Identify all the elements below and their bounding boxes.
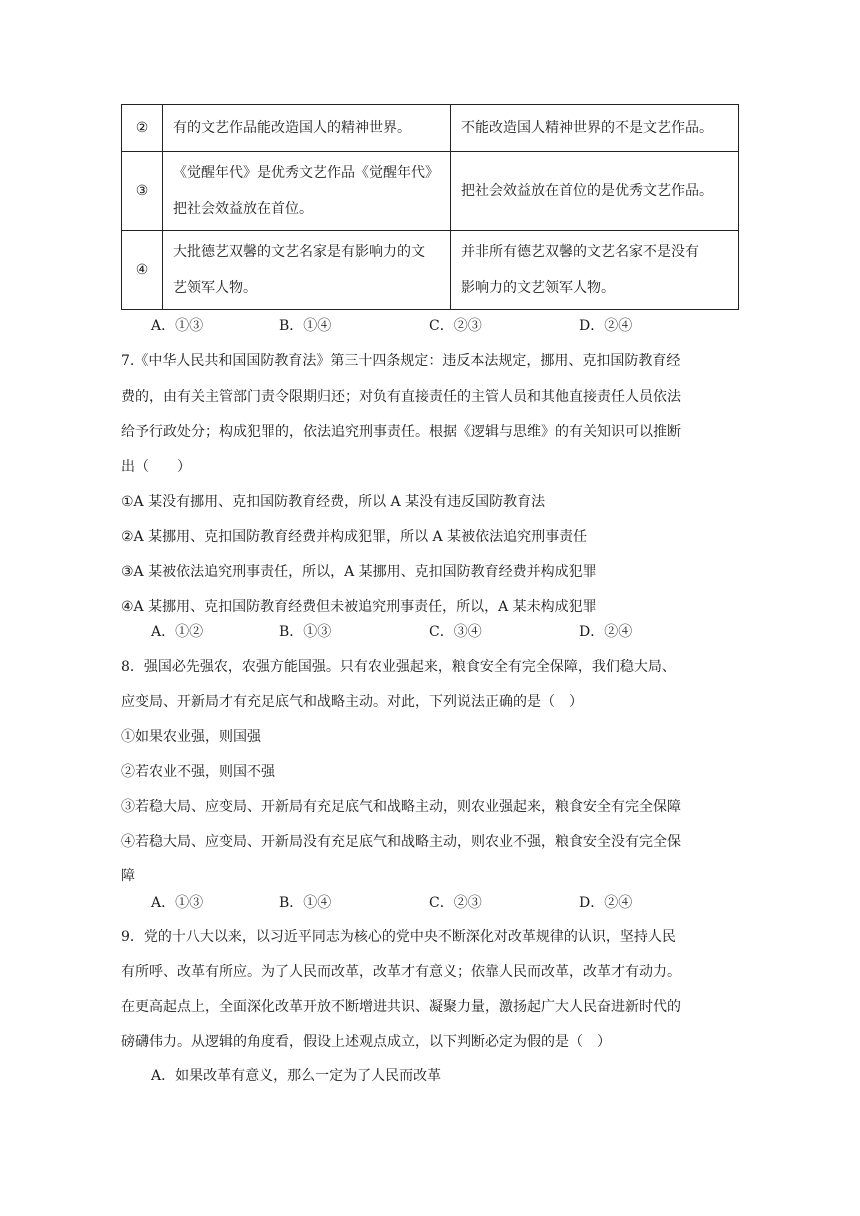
q9-stem-line: 在更高起点上，全面深化改革开放不断增进共识、凝聚力量，激扬起广大人民奋进新时代的: [121, 999, 681, 1015]
q7-stem-line: 出（ ）: [121, 459, 191, 475]
table-row: [122, 231, 739, 310]
q8-options: [151, 893, 711, 913]
q8-stem-line: 8．强国必先强农，农强方能国强。只有农业强起来，粮食安全有完全保障，我们稳大局、: [121, 659, 676, 675]
q7-statement: ②A 某挪用、克扣国防教育经费并构成犯罪，所以 A 某被依法追究刑事责任: [121, 529, 588, 545]
option-a[interactable]: A．如果改革有意义，那么一定为了人民而改革: [151, 1068, 442, 1084]
option-d[interactable]: D．②④: [579, 318, 633, 334]
option-b[interactable]: B．①④: [279, 318, 332, 334]
option-b[interactable]: B．①④: [279, 895, 332, 911]
table-row: [122, 152, 739, 231]
q7-options: [151, 622, 711, 642]
table-cell: 有的文艺作品能改造国人的精神世界。: [163, 105, 451, 152]
option-c[interactable]: C．②③: [429, 895, 482, 911]
q8-statement: ①如果农业强，则国强: [121, 729, 261, 745]
q8-statement: ③若稳大局、应变局、开新局有充足底气和战略主动，则农业强起来，粮食安全有完全保障: [121, 799, 681, 815]
table-cell: 大批德艺双馨的文艺名家是有影响力的文 艺领军人物。: [163, 231, 451, 310]
q8-statement-continued: 障: [121, 868, 135, 884]
option-d[interactable]: D．②④: [579, 895, 633, 911]
q9-stem-line: 磅礴伟力。从逻辑的角度看，假设上述观点成立，以下判断必定为假的是（ ）: [121, 1034, 611, 1050]
row-number: ③: [122, 152, 163, 231]
q7-statement: ③A 某被依法追究刑事责任，所以，A 某挪用、克扣国防教育经费并构成犯罪: [121, 564, 597, 580]
q9-stem-line: 9．党的十八大以来，以习近平同志为核心的党中央不断深化对改革规律的认识，坚持人民: [121, 929, 676, 945]
option-c[interactable]: C．②③: [429, 318, 482, 334]
table-cell: 把社会效益放在首位的是优秀文艺作品。: [451, 152, 739, 231]
q8-statement: ②若农业不强，则国不强: [121, 764, 275, 780]
table-cell: 《觉醒年代》是优秀文艺作品《觉醒年代》 把社会效益放在首位。: [163, 152, 451, 231]
q7-stem-line: 给予行政处分；构成犯罪的，依法追究刑事责任。根据《逻辑与思维》的有关知识可以推断: [121, 424, 681, 440]
q8-stem-line: 应变局、开新局才有充足底气和战略主动。对此，下列说法正确的是（ ）: [121, 694, 583, 710]
q7-statement: ①A 某没有挪用、克扣国防教育经费，所以 A 某没有违反国防教育法: [121, 494, 546, 510]
row-number: ④: [122, 231, 163, 310]
q7-statement: ④A 某挪用、克扣国防教育经费但未被追究刑事责任，所以，A 某未构成犯罪: [121, 599, 597, 615]
q7-stem-line: 费的，由有关主管部门责令限期归还；对负有直接责任的主管人员和其他直接责任人员依法: [121, 389, 681, 405]
q7-stem-line: 7.《中华人民共和国国防教育法》第三十四条规定：违反本法规定，挪用、克扣国防教育经: [121, 353, 681, 369]
q9-stem-line: 有所呼、改革有所应。为了人民而改革，改革才有意义；依靠人民而改革，改革才有动力。: [121, 964, 681, 980]
table-cell: 不能改造国人精神世界的不是文艺作品。: [451, 105, 739, 152]
option-a[interactable]: A．①③: [151, 895, 204, 911]
judgment-table: [121, 104, 739, 310]
q8-statement: ④若稳大局、应变局、开新局没有充足底气和战略主动，则农业不强，粮食安全没有完全保: [121, 834, 681, 850]
table-row: [122, 105, 739, 152]
option-c[interactable]: C．③④: [429, 624, 482, 640]
option-a[interactable]: A．①③: [151, 318, 204, 334]
row-number: ②: [122, 105, 163, 152]
option-b[interactable]: B．①③: [279, 624, 332, 640]
table-cell: 并非所有德艺双馨的文艺名家不是没有 影响力的文艺领军人物。: [451, 231, 739, 310]
q6-options: [151, 316, 711, 336]
option-a[interactable]: A．①②: [151, 624, 204, 640]
option-d[interactable]: D．②④: [579, 624, 633, 640]
